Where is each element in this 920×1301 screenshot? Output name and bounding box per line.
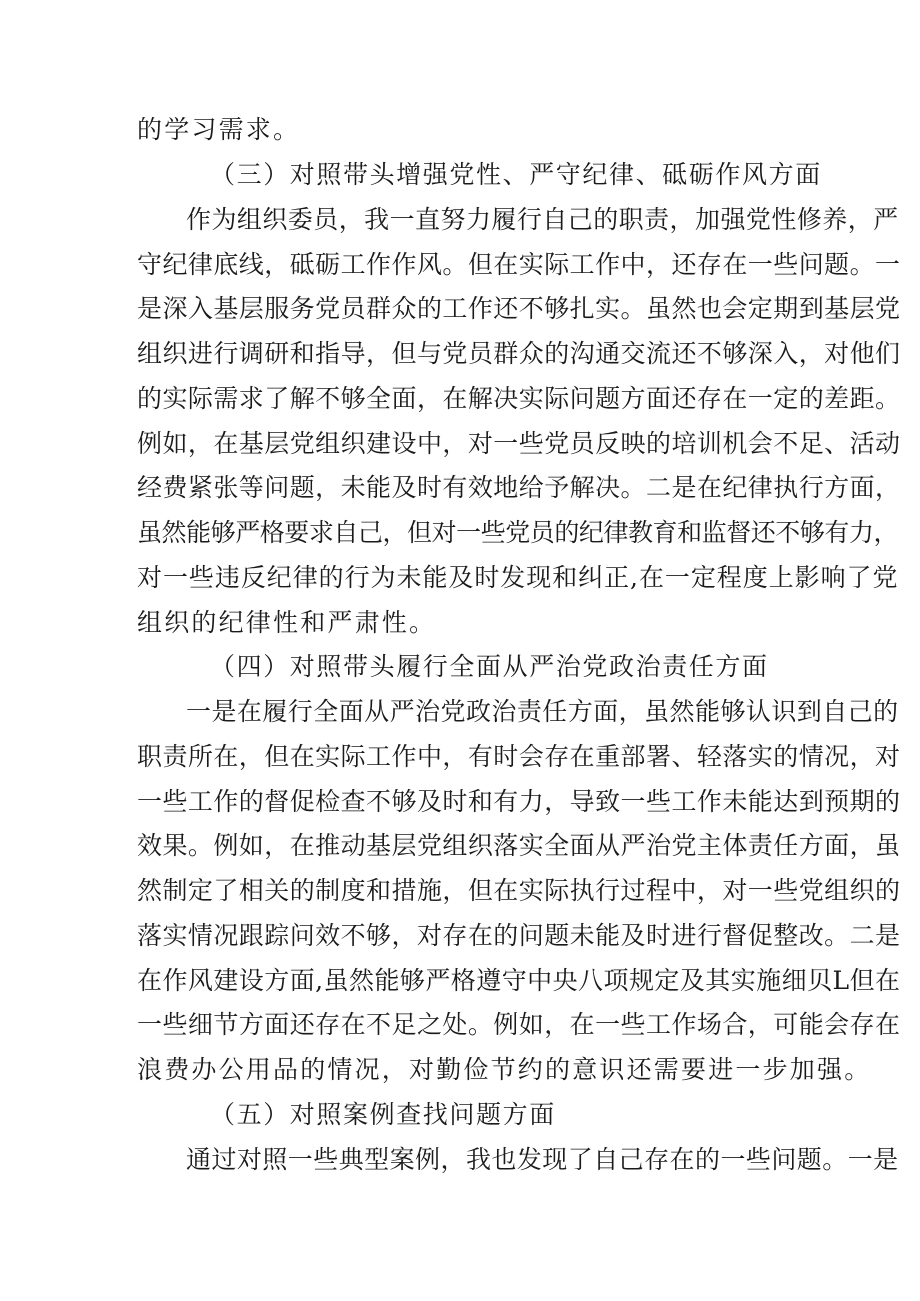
text-line: 一是在履行全面从严治党政治责任方面，虽然能够认识到自己的 [186, 697, 899, 726]
text-line: 一些细节方面还存在不足之处。例如，在一些工作场合，可能会存在 [137, 1010, 901, 1039]
text-line: 经费紧张等问题，未能及时有效地给予解决。二是在纪律执行方面， [137, 473, 901, 502]
text-line: 虽然能够严格要求自己，但对一些党员的纪律教育和监督还不够有力， [137, 518, 899, 547]
text-line: 一些工作的督促检查不够及时和有力，导致一些工作未能达到预期的 [137, 787, 901, 816]
text-line: 职责所在，但在实际工作中，有时会存在重部署、轻落实的情况，对 [137, 742, 901, 771]
text-line: 守纪律底线，砥砺工作作风。但在实际工作中，还存在一些问题。一 [137, 250, 901, 279]
text-line: 浪费办公用品的情况，对勤俭节约的意识还需要进一步加强。 [137, 1055, 872, 1084]
section-heading-4: （四）对照带头履行全面从严治党政治责任方面 [210, 652, 769, 681]
text-line: 落实情况跟踪问效不够，对存在的问题未能及时进行督促整改。二是 [137, 921, 901, 950]
section-heading-3: （三）对照带头增强党性、严守纪律、砥砺作风方面 [210, 160, 822, 189]
text-line: 然制定了相关的制度和措施，但在实际执行过程中，对一些党组织的 [137, 876, 901, 905]
text-line: 效果。例如，在推动基层党组织落实全面从严治党主体责任方面，虽 [137, 831, 901, 860]
text-line: 在作风建设方面,虽然能够严格遵守中央八项规定及其实施细贝L但在 [137, 966, 901, 995]
text-line: 组织的纪律性和严肃性。 [137, 608, 437, 637]
text-line: 例如，在基层党组织建设中，对一些党员反映的培训机会不足、活动 [137, 429, 901, 458]
text-line: 的实际需求了解不够全面，在解决实际问题方面还存在一定的差距。 [137, 384, 901, 413]
section-heading-5: （五）对照案例查找问题方面 [210, 1100, 556, 1129]
text-line: 通过对照一些典型案例，我也发现了自己存在的一些问题。一是 [186, 1145, 899, 1174]
text-line: 对一些违反纪律的行为未能及时发现和纠正,在一定程度上影响了党 [137, 563, 899, 592]
text-line: 组织进行调研和指导，但与党员群众的沟通交流还不够深入，对他们 [137, 339, 901, 368]
text-line: 作为组织委员，我一直努力履行自己的职责，加强党性修养，严 [186, 205, 899, 234]
text-line: 是深入基层服务党员群众的工作还不够扎实。虽然也会定期到基层党 [137, 294, 901, 323]
text-line: 的学习需求。 [137, 115, 301, 144]
